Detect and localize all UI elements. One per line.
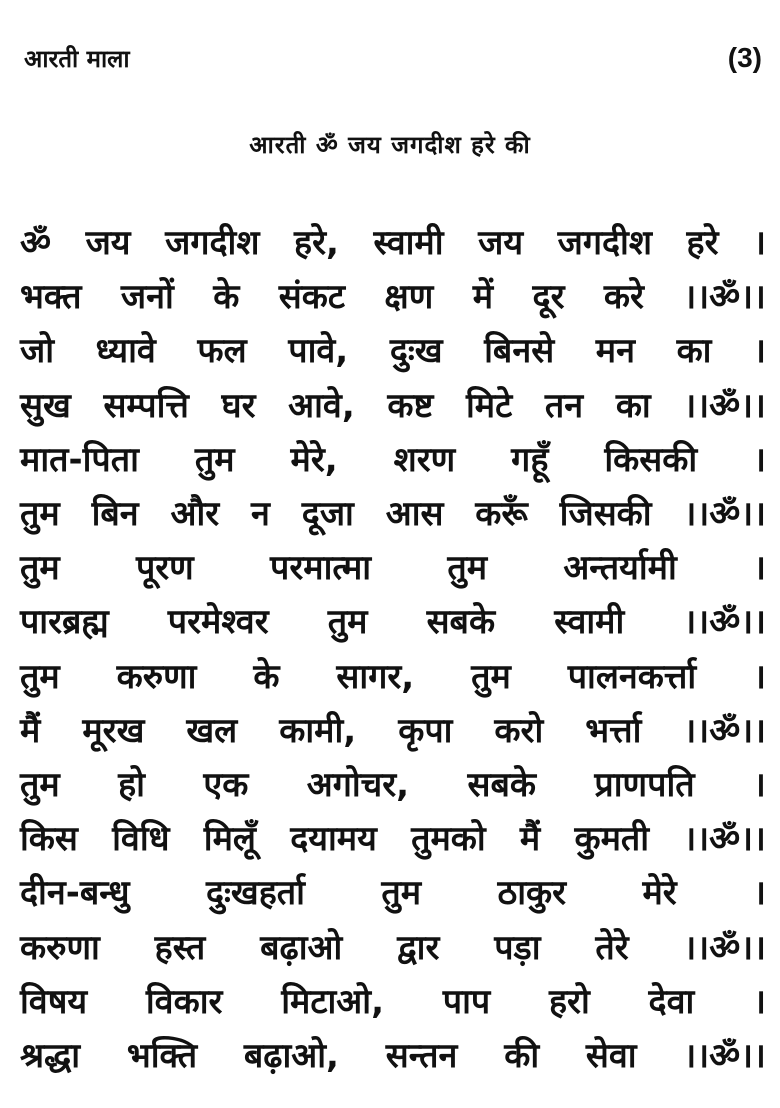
- verse-word: ।।ॐ।।: [683, 710, 766, 751]
- verse-word: तुम: [447, 548, 488, 589]
- verse-word: हरे: [686, 223, 719, 264]
- verse-word: भक्त: [20, 277, 82, 318]
- verse-word: हस्त: [154, 927, 206, 968]
- running-header: [24, 38, 762, 78]
- verse-word: तुम: [20, 494, 60, 535]
- verse-word: मिटे: [466, 385, 513, 426]
- verse-word: शरण: [393, 439, 456, 480]
- verse-word: गहूँ: [511, 439, 549, 480]
- verse-word: जय: [478, 223, 524, 264]
- verse-line: [20, 864, 766, 918]
- verse-word: का: [676, 331, 712, 372]
- verse-word: संकट: [278, 277, 345, 318]
- verse-word: प्राणपति: [594, 764, 695, 805]
- verse-line: [20, 485, 766, 539]
- verse-word: के: [253, 656, 280, 697]
- verse-word: पारब्रह्म: [20, 602, 109, 643]
- verse-word: ।: [753, 439, 766, 480]
- verse-line: [20, 539, 766, 593]
- verse-word: ।।ॐ।।: [683, 927, 766, 968]
- verse-word: क्षण: [384, 277, 434, 318]
- verse-word: सबके: [467, 764, 536, 805]
- verse-line: [20, 214, 766, 268]
- verse-word: पूरण: [135, 548, 194, 589]
- verse-word: पड़ा: [494, 927, 541, 968]
- verse-word: ।: [753, 223, 766, 264]
- verse-word: कुमती: [574, 819, 650, 860]
- verse-line: [20, 322, 766, 376]
- verse-word: करूँ: [475, 494, 528, 535]
- verse-word: फल: [197, 331, 247, 372]
- verse-word: पालनकर्त्ता: [567, 656, 697, 697]
- verse-word: अगोचर,: [306, 764, 410, 805]
- verse-word: बिन: [91, 494, 139, 535]
- verse-word: पाप: [442, 981, 491, 1022]
- verse-word: दुःखहर्ता: [205, 873, 305, 914]
- verse-word: ।।ॐ।।: [683, 819, 766, 860]
- verse-word: स्वामी: [554, 602, 625, 643]
- verse-word: जिसकी: [559, 494, 652, 535]
- verse-word: ।: [753, 656, 766, 697]
- verse-word: मिटाओ,: [281, 981, 384, 1022]
- verse-word: स्वामी: [373, 223, 444, 264]
- verse-word: तुम: [194, 439, 235, 480]
- verse-word: तुम: [20, 764, 60, 805]
- verse-word: ।।ॐ।।: [683, 1035, 766, 1076]
- verse-word: मेरे: [642, 873, 677, 914]
- verse-word: जय: [85, 223, 131, 264]
- verse-word: भक्ति: [126, 1035, 198, 1076]
- verse-line: [20, 810, 766, 864]
- verse-word: ।।ॐ।।: [683, 602, 766, 643]
- verse-word: विषय: [20, 981, 88, 1022]
- verse-word: तुमको: [411, 819, 486, 860]
- verse-word: श्रद्धा: [20, 1035, 81, 1076]
- verse-word: और: [170, 494, 220, 535]
- verse-word: किसकी: [604, 439, 698, 480]
- verse-word: घर: [221, 385, 256, 426]
- verse-word: दूर: [532, 277, 565, 318]
- book-title: आरती माला: [24, 44, 130, 73]
- verse-word: जगदीश: [165, 223, 260, 264]
- verse-word: सन्तन: [385, 1035, 458, 1076]
- verse-word: मूरख: [82, 710, 145, 751]
- verse-word: तेरे: [595, 927, 629, 968]
- verse-word: ।: [753, 981, 766, 1022]
- verse-line: [20, 1027, 766, 1081]
- verse-word: दीन-बन्धु: [20, 873, 130, 914]
- verse-word: सबके: [426, 602, 496, 643]
- verse-word: ।: [753, 873, 766, 914]
- verse-word: तुम: [327, 602, 368, 643]
- verse-word: किस: [20, 819, 78, 860]
- verse-word: अन्तर्यामी: [563, 548, 677, 589]
- verse-word: सुख: [20, 385, 71, 426]
- verse-line: [20, 973, 766, 1027]
- verse-word: खल: [186, 710, 238, 751]
- verse-word: सागर,: [336, 656, 415, 697]
- verse-word: एक: [203, 764, 249, 805]
- verse-word: विकार: [145, 981, 223, 1022]
- verse-word: ।: [753, 331, 766, 372]
- verse-word: मेरे,: [290, 439, 338, 480]
- verse-word: ।।ॐ।।: [683, 277, 766, 318]
- verse-word: ।।ॐ।।: [683, 385, 766, 426]
- verse-word: मात-पिता: [20, 439, 139, 480]
- verse-word: का: [615, 385, 651, 426]
- verse-word: ॐ: [20, 223, 52, 264]
- verse-word: परमेश्वर: [167, 602, 269, 643]
- verse-word: जगदीश: [557, 223, 652, 264]
- verse-line: [20, 648, 766, 702]
- verse-word: भर्त्ता: [585, 710, 642, 751]
- verse-word: की: [504, 1035, 540, 1076]
- verse-line: [20, 431, 766, 485]
- verse-line: [20, 593, 766, 647]
- verse-word: देवा: [648, 981, 695, 1022]
- verse-line: [20, 377, 766, 431]
- verse-word: दुःख: [389, 331, 443, 372]
- verse-word: तुम: [20, 548, 60, 589]
- verse-word: करुणा: [116, 656, 197, 697]
- verse-word: बिनसे: [484, 331, 555, 372]
- verse-word: बढ़ाओ,: [243, 1035, 339, 1076]
- verse-line: [20, 702, 766, 756]
- verse-word: मैं: [519, 819, 541, 860]
- verse-word: कष्ट: [387, 385, 434, 426]
- verse-word: विधि: [112, 819, 170, 860]
- verse-word: तन: [544, 385, 584, 426]
- verse-word: मैं: [20, 710, 41, 751]
- verse-word: मन: [595, 331, 635, 372]
- verse-word: परमात्मा: [270, 548, 372, 589]
- verse-word: सेवा: [585, 1035, 637, 1076]
- verse-word: तुम: [381, 873, 422, 914]
- verse-word: के: [213, 277, 240, 318]
- verse-word: ठाकुर: [497, 873, 567, 914]
- aarti-title: आरती ॐ जय जगदीश हरे की: [249, 131, 531, 159]
- verse-word: करो: [494, 710, 544, 751]
- verse-word: ।: [753, 548, 766, 589]
- verse-line: [20, 756, 766, 810]
- verse-word: मिलूँ: [203, 819, 256, 860]
- verse-word: ध्यावे: [95, 331, 156, 372]
- verse-word: हरो: [548, 981, 590, 1022]
- verse-word: तुम: [471, 656, 511, 697]
- verse-word: तुम: [20, 656, 60, 697]
- verse-word: पावे,: [288, 331, 349, 372]
- verse-word: आवे,: [288, 385, 355, 426]
- verse-word: करे: [603, 277, 644, 318]
- verse-word: आस: [385, 494, 444, 535]
- verse-word: करुणा: [20, 927, 100, 968]
- verse-word: न: [251, 494, 270, 535]
- verse-word: द्वार: [397, 927, 440, 968]
- verse-word: कामी,: [279, 710, 357, 751]
- verse-word: दयामय: [290, 819, 377, 860]
- verse-word: ।: [753, 764, 766, 805]
- verse-block: [20, 214, 766, 1081]
- verse-word: ।।ॐ।।: [683, 494, 766, 535]
- verse-word: में: [472, 277, 494, 318]
- verse-word: हो: [118, 764, 145, 805]
- verse-line: [20, 268, 766, 322]
- verse-word: दूजा: [301, 494, 354, 535]
- verse-word: कृपा: [398, 710, 453, 751]
- verse-word: सम्पत्ति: [103, 385, 189, 426]
- page-number: (3): [727, 42, 762, 73]
- verse-word: जनों: [120, 277, 174, 318]
- verse-line: [20, 918, 766, 972]
- verse-word: हरे,: [294, 223, 339, 264]
- verse-word: जो: [20, 331, 55, 372]
- verse-word: बढ़ाओ: [260, 927, 343, 968]
